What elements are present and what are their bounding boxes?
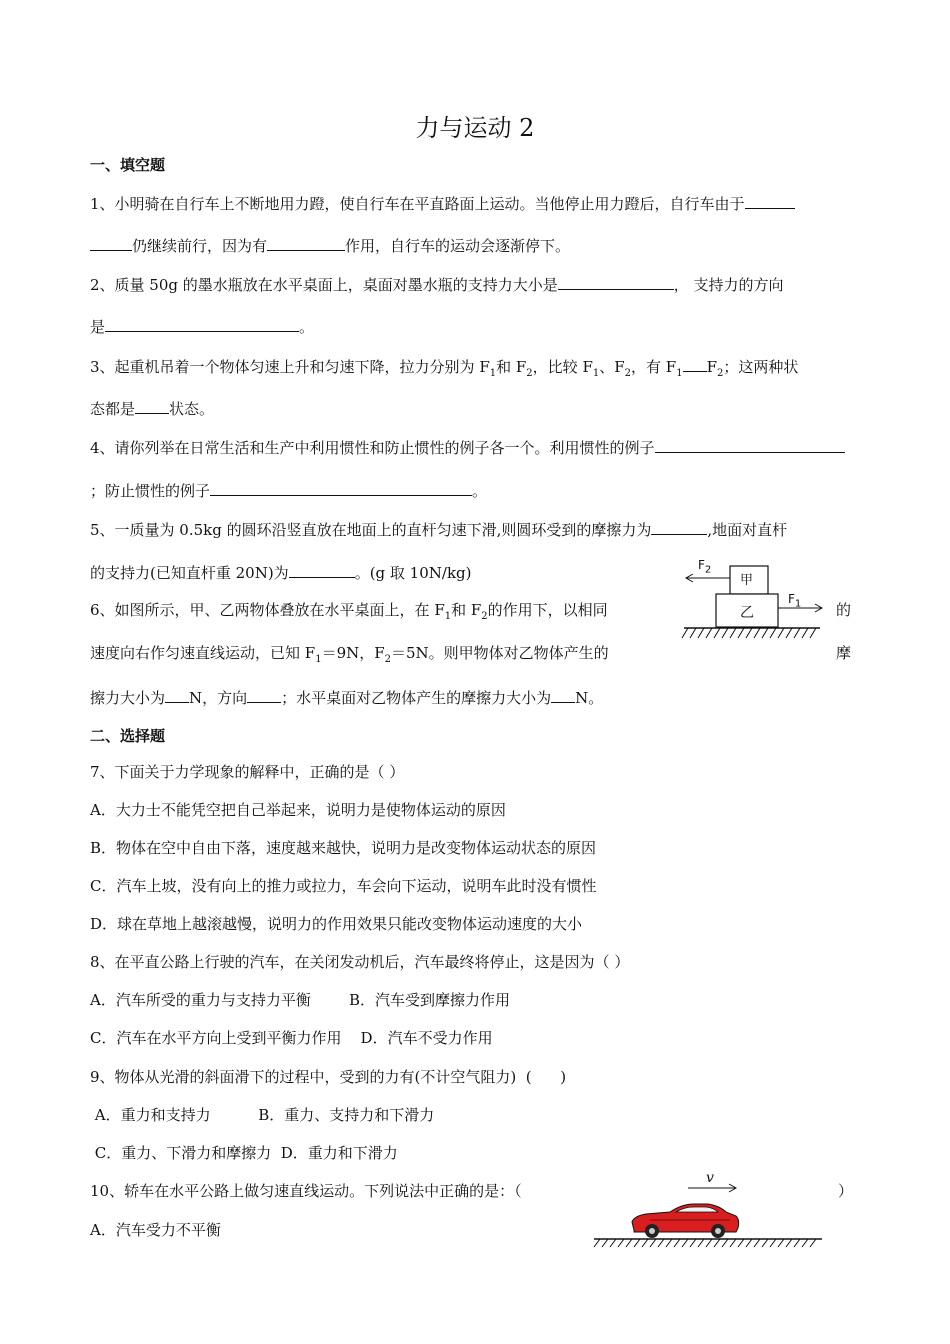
subscript: 2: [384, 654, 392, 665]
question-text: 5、一质量为 0.5kg 的圆环沿竖直放在地面上的直杆匀速下滑,则圆环受到的摩擦力为: [90, 521, 652, 539]
answer-blank[interactable]: [655, 437, 845, 453]
answer-blank[interactable]: [210, 480, 472, 496]
answer-blank[interactable]: [90, 235, 132, 251]
question-text: 。: [299, 318, 315, 336]
page-title: 力与运动 2: [415, 114, 535, 142]
question-text: ＝9N，F: [321, 644, 385, 662]
answer-blank[interactable]: [558, 274, 674, 290]
question-7-stem: 7、下面关于力学现象的解释中，正确的是（ ）: [90, 763, 405, 781]
question-text: F: [706, 358, 718, 376]
question-8-stem: 8、在平直公路上行驶的汽车，在关闭发动机后，汽车最终将停止，这是因为（ ）: [90, 953, 630, 971]
question-text: 和 F: [496, 358, 527, 376]
question-text: ，比较 F: [532, 358, 593, 376]
question-6-line-2: [90, 643, 609, 670]
question-text: 作用，自行车的运动会逐渐停下。: [345, 237, 571, 255]
question-9-options-row-2[interactable]: C．重力、下滑力和摩擦力 D．重力和下滑力: [90, 1144, 398, 1162]
question-text: 1、小明骑在自行车上不断地用力蹬，使自行车在平直路面上运动。当他停止用力蹬后，自行车由于: [90, 195, 745, 213]
subscript: 1: [489, 368, 497, 379]
question-text: ，有 F: [631, 358, 677, 376]
question-4-line-2: [90, 480, 487, 501]
question-6-line-1-end: 的: [836, 601, 852, 619]
question-text: 3、起重机吊着一个物体匀速上升和匀速下降，拉力分别为 F: [90, 358, 490, 376]
question-text: 是: [90, 318, 106, 336]
question-10-stem: 10、轿车在水平公路上做匀速直线运动。下列说法中正确的是：（: [90, 1182, 522, 1200]
question-5-line-2: [90, 562, 472, 583]
question-text: 4、请你列举在日常生活和生产中利用惯性和防止惯性的例子各一个。利用惯性的例子: [90, 439, 655, 457]
question-text: 速度向右作匀速直线运动，已知 F: [90, 644, 316, 662]
section-heading-choice: 二、选择题: [90, 727, 166, 745]
answer-blank[interactable]: [683, 356, 707, 372]
question-text: ＝5N。则甲物体对乙物体产生的: [391, 644, 609, 662]
question-text: 6、如图所示，甲、乙两物体叠放在水平桌面上，在 F: [90, 601, 445, 619]
blocks-figure: [670, 556, 840, 646]
section-heading-fill: 一、填空题: [90, 156, 166, 174]
velocity-label: v: [706, 1170, 714, 1186]
answer-blank[interactable]: [267, 235, 345, 251]
block-bottom-label: 乙: [740, 605, 754, 621]
answer-blank[interactable]: [247, 687, 281, 703]
car-figure: [590, 1170, 830, 1250]
question-8-options-row-2[interactable]: C．汽车在水平方向上受到平衡力作用 D．汽车不受力作用: [90, 1029, 493, 1047]
question-3-line-1: [90, 356, 798, 384]
subscript: 2: [717, 368, 724, 379]
question-text: ,地面对直杆: [707, 521, 788, 539]
question-text: ；水平桌面对乙物体产生的摩擦力大小为: [281, 689, 552, 707]
subscript: 1: [676, 368, 683, 379]
question-text: ；这两种状: [723, 358, 799, 376]
question-7-option-c[interactable]: C．汽车上坡，没有向上的推力或拉力，车会向下运动，说明车此时没有惯性: [90, 877, 597, 895]
question-10-option-a[interactable]: A．汽车受力不平衡: [90, 1221, 221, 1239]
question-6-line-3: [90, 687, 603, 708]
question-2-line-2: [90, 316, 314, 337]
subscript: 2: [624, 368, 632, 379]
question-7-option-a[interactable]: A．大力士不能凭空把自己举起来，说明力是使物体运动的原因: [90, 801, 506, 819]
question-7-option-d[interactable]: D．球在草地上越滚越慢，说明力的作用效果只能改变物体运动速度的大小: [90, 915, 583, 933]
question-text: 状态。: [169, 400, 215, 418]
question-1-line-1: [90, 193, 795, 214]
road-hatching: [594, 1239, 816, 1247]
question-text: 的支持力(已知直杆重 20N)为: [90, 564, 289, 582]
answer-blank[interactable]: [165, 687, 189, 703]
question-text: 和 F: [451, 601, 482, 619]
answer-blank[interactable]: [105, 316, 299, 332]
blocks-diagram: [670, 556, 840, 646]
question-4-line-1: [90, 437, 845, 458]
subscript: 1: [444, 611, 452, 622]
question-5-line-1: [90, 519, 787, 540]
question-text: 擦力大小为: [90, 689, 166, 707]
answer-blank[interactable]: [135, 398, 169, 414]
question-6-line-1: [90, 600, 608, 627]
question-9-stem: 9、物体从光滑的斜面滑下的过程中，受到的力有(不计空气阻力) ( ): [90, 1068, 567, 1086]
question-text: ， 支持力的方向: [673, 276, 784, 294]
answer-blank[interactable]: [651, 519, 707, 535]
question-text: ；防止惯性的例子: [90, 482, 211, 500]
subscript: 1: [592, 368, 600, 379]
question-6-line-2-end: 摩: [836, 644, 852, 662]
f2-label: $F_2$: [698, 558, 712, 576]
question-text: 仍继续前行，因为有: [132, 237, 268, 255]
f1-label: $F_1$: [788, 592, 802, 610]
subscript: 2: [526, 368, 533, 379]
question-2-line-1: [90, 274, 784, 295]
car-diagram: [590, 1170, 830, 1250]
question-text: 、F: [599, 358, 625, 376]
subscript: 2: [481, 611, 488, 622]
block-top-label: 甲: [740, 573, 754, 588]
question-text: 。: [472, 482, 488, 500]
answer-blank[interactable]: [745, 193, 795, 209]
question-text: 态都是: [90, 400, 136, 418]
answer-blank[interactable]: [551, 687, 575, 703]
question-text: 2、质量 50g 的墨水瓶放在水平桌面上，桌面对墨水瓶的支持力大小是: [90, 276, 558, 294]
question-text: 的作用下，以相同: [487, 601, 608, 619]
question-9-options-row-1[interactable]: A．重力和支持力 B．重力、支持力和下滑力: [90, 1106, 435, 1124]
question-text: N。: [575, 689, 604, 707]
ground-hatching: [682, 628, 816, 638]
answer-blank[interactable]: [289, 562, 355, 578]
subscript: 1: [315, 654, 322, 665]
question-7-option-b[interactable]: B．物体在空中自由下落，速度越来越快，说明力是改变物体运动状态的原因: [90, 839, 597, 857]
question-1-line-2: [90, 235, 570, 256]
question-text: N，方向: [189, 689, 248, 707]
question-3-line-2: [90, 398, 214, 419]
question-10-stem-close: ）: [838, 1182, 854, 1200]
car-icon: [632, 1204, 739, 1238]
question-8-options-row-1[interactable]: A．汽车所受的重力与支持力平衡 B．汽车受到摩擦力作用: [90, 991, 511, 1009]
question-text: 。(g 取 10N/kg): [354, 564, 472, 582]
